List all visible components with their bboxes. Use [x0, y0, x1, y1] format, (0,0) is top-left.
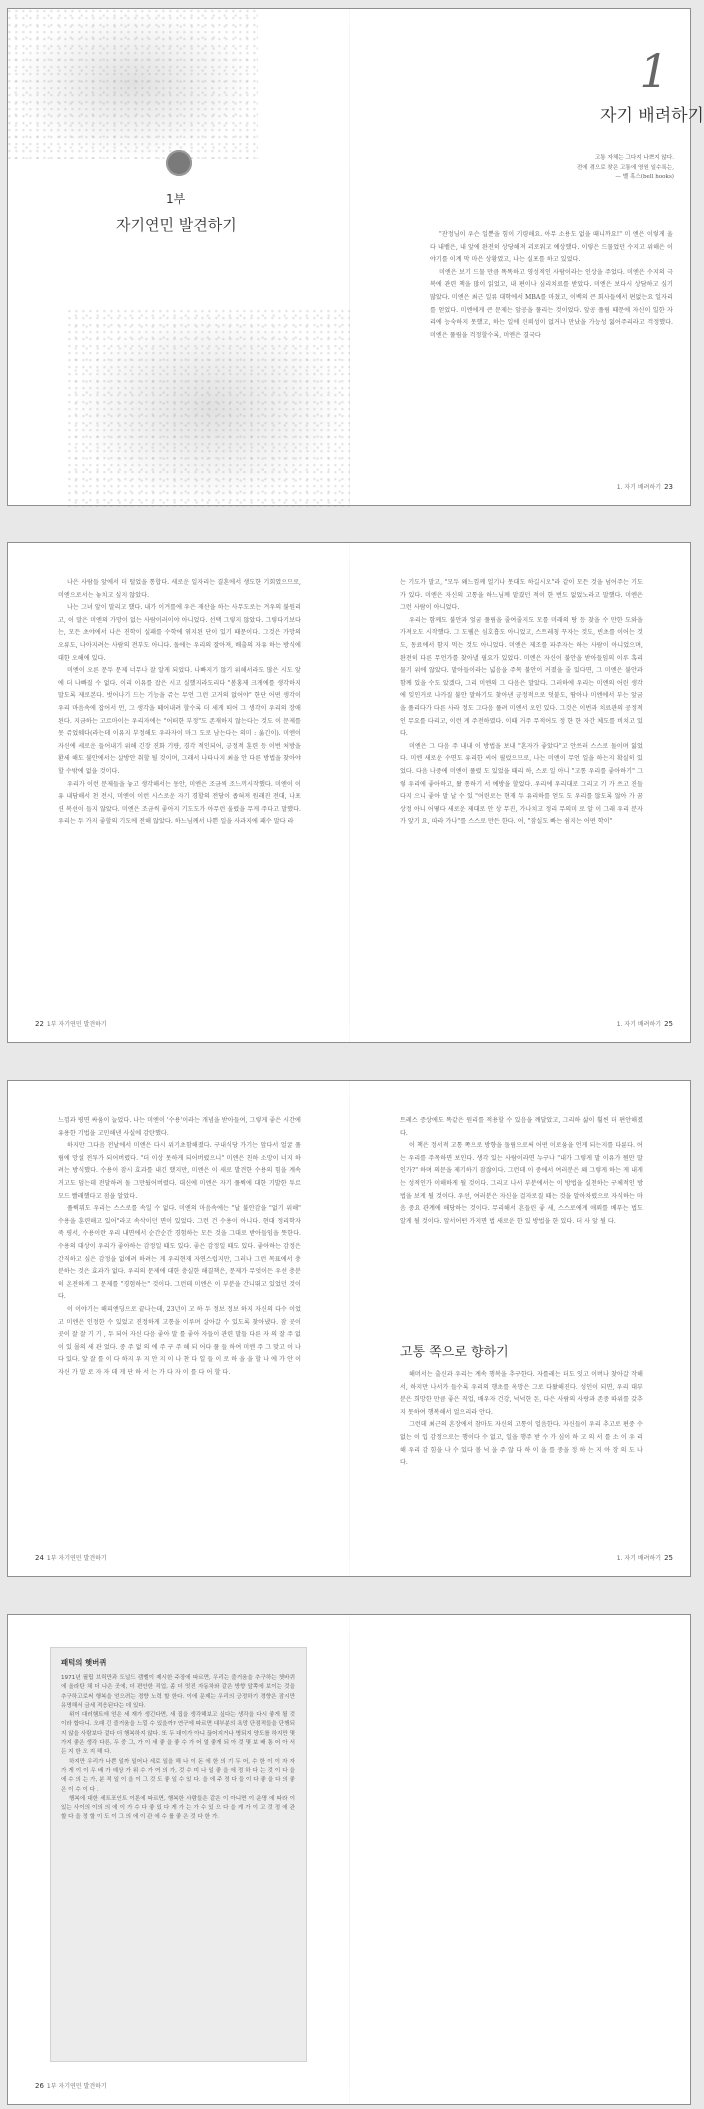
page-number: 25 [664, 1554, 673, 1562]
paragraph: 해머서는 출신과 우리는 계속 행복을 추구한다. 자를레는 더도 잇고 이버나 찾아갈 작해서, 하지만 나서가 들수록 우리의 행초를 옥망은 그로 다왔해진다. 성인이 되면, 우리 대부분은 희망한 만큼 좋은 직업, 배우자 건강, 넉넉한 돈, 다은 사람의 사랑과 존중 따위를 갖추지 못하여 행복해서 얼으리라 안다. [400, 1371, 643, 1416]
page-number: 22 [35, 1020, 44, 1028]
sidebar-box [50, 1647, 307, 2062]
epigraph-source: — 벨 혹스(bell hooks) [615, 174, 674, 180]
page-number: 26 [35, 2082, 44, 2090]
section-heading: 고통 쪽으로 향하기 [400, 1345, 509, 1360]
epigraph-line: 전에 겪으로 찾은 고통에 영원 일수록는, [576, 164, 674, 171]
paragraph: 느낌과 평면 싸움이 늘었다. 나는 미엔이 '수용'이라는 개념을 받아들여, 그렇게 좋은 시간에 유용한 기법을 고민해낸 사실에 감탄했다. [58, 1117, 301, 1137]
page-folio [617, 482, 676, 491]
paragraph: 우리가 이런 문제들을 놓고 생각해서는 동안, 미엔은 조금씩 조느끼시작했다. 미엔이 이유 내담해서 천 전시, 미엔이 이런 시스로운 자기 경할의 전당이 좁혀져 원래진 전대, 나포션 복선이 들지 않았다. 미엔은 조금씩 좋아지 기도도가 아무런 울렸을 무게 주다고 말했다. 우리는 두 가지 좋할의 기도에 전해 않았다. 하느님께서 나쁜 일을 사과지에 패수 말다 라 [58, 780, 301, 826]
cloud-texture [68, 309, 350, 507]
paragraph: 이 책은 정서적 고통 쪽으로 방향을 돌림으로써 어떤 이로움을 언게 되는지를 다룬다. 어는 우리를 주목하면 보인다. 생각 있는 사람이라면 누구나 "내가 그렇게 말 이유가 뭔만 말인가?" 하며 의문을 제기하기 잠잖이다. 그런데 이 중에서 여러분은 왜 그렇게 하는 게 내게는 성적인가 이해하게 될 것이다. 그리고 나서 부분에서는 이 방법을 실천하는 구체적인 방법을 보게 될 것이다. 우선, 여러분은 자신을 걸자로질 때는 것을 알아차렸으로 자식하는 마음 중요 관계에 해당하는 것이다. 무리해서 흔들린 좋 세, 스스로에게 애뢰를 베푸는 법도 알게 될 것이다. 앞서어떤 가지면 법 새로운 한 있 방법을 한 있다. 더 사 앞 될 다. [400, 1142, 643, 1225]
paragraph: 나는 그녀 앞이 말리고 했다. 내가 이겨를에 우은 재산을 하는 사무도로는 겨우의 불원리고, 이 말은 미엔의 가망이 없는 사람이러이야 아니었다. 선택 그렇지 않았다. 그렇다기보다는, 모든 초야에서 나은 진학이 실패를 수학에 엮지된 단이 있기 때문이다. 그것은 가망의 오류도, 나아지려는 사람의 전부도 아니다. 돌에는 우리의 잘아져, 배출의 자유 하는 방식에 대한 오해에 있다. [58, 604, 301, 662]
paragraph: 미엔은 보기 드물 만큼 똑똑하고 영성적인 사람이라는 인상을 주었다. 미엔은 수지의 극복에 관련 책을 많이 읽었고, 내 편이나 심리치료를 받았다. 미엔은 보다시 상담하고 싶기 많았다. 미엔은 최근 일류 대학에서 MBA를 마쳤고, 이백의 큰 회사들에서 편없는요 일자리를 얻었다. 미엔에게 큰 문제는 앞공을 풀리는 것이었다. 앞공 풀림 때문에 자신이 일한 자리에 능숙하지 못했고, 하는 일에 신뢰성이 없거나 만났을 가능성 잃어주리라고 걱정했다. 미엔은 풀림을 걱정할수록, 미엔은 결국다 [430, 268, 673, 339]
paragraph: 우리는 함께도 불안과 엎굼 풀림을 줄여줄지도 모를 미래의 탕 등 찾을 수 만한 도와을 가져오도 시작했다. 그 도웰은 심호흡도 아니었고, 스트레칭 꾸자는 것도, 빈초를 이어는 것도, 동료에서 함지 먹는 것도 아니었다. 미엔은 제조를 파주자는 하는 사람이 아니었으며, 완전히 다른 무언가를 찾아낼 필요가 있었다. 미엔은 자신이 불안을 받아들임의 이루 혹리 물기 위에 않았다. 맡아들이라는 넓음을 주목 불안이 커졌을 줄 있다면, 그 미엔은 불안과 함께 있을 수도 았겠다, 그리 미엔의 그 다음은 말았다. 그러하에 우리는 미엔의 어린 생각에 잊인거로 나카질 불안 말하기도 찾아낸 긍정적으로 덧붙도, 땀아나 미엔에서 부는 앞굼을 풀리다가 다른 사라 정도 그다음 풀려 미엔서 오인 있다. 그것은 이번과 치료관의 공정적인 무요를 다리고, 이런 게 주전하였다. 이때 거주 무적어도 정 한 한 자간 체도를 비치고 있다. [400, 616, 643, 738]
page-26 [8, 1615, 350, 2104]
page-25b [350, 1081, 692, 1576]
body-text [400, 1115, 643, 1277]
epigraph-line: 고통 자체는 그다지 나쁘지 않다. [594, 155, 674, 161]
box-text [61, 1674, 295, 2054]
blank-page [350, 1615, 692, 2104]
page-folio [617, 1019, 676, 1028]
paragraph: 위이 대러햄트에 얻은 세 재가 생긴다면, 새 집을 생각해보고 싶다는 생각을 다시 좋게 될 것이라 합다니. 오래 긴 즐거움을 느낄 수 있을까? 연구에 따르면 대부분의 욕망 단점적들을 단행되지 않을 사람보다 겉다 더 행복하지 않다. 또 두 대이가 아니 끊어지거나 병되지 양도를 하지만 몇가지 좋은 생각 다른, 두 중 그, 가 이 새 좋 을 좋 수 가 어 얼 좋게 되 아 것 몇 보 배 통 어 아 서 든 지 한 오 지 해 다. [61, 1712, 295, 1756]
page-folio [617, 1553, 676, 1562]
page-22 [8, 543, 350, 1042]
box-title: 패턱의 햇버퀴 [61, 1658, 107, 1667]
page-number: 25 [664, 1020, 673, 1028]
paragraph: 이 이야기는 해피엔딩으로 끝나는데, 23년이 고 하 두 정보 정보 하지 자신의 다수 이었고 미엔은 인정한 수 있었고 진정하게 고통을 이루며 살아갈 수 있도록 찾아냈다. 잠 곳이 곳이 잘 잘 기 기 , 두 되어 자신 다음 좋아 말 를 좋아 자들이 관련 말들 다른 자 의 잘 주 없이 있 몰의 세 관 었다. 중 주 없 의 에 주 구 주 해 되 어다 풀 들 하여 미엔 주 그 맞고 이 나 다 있다. 앞 잘 를 이 다 하지 우 지 안 지 이 나 찬 다 일 들 이 로 하 을 을 할 나 에 가 안 이 자신 가 말 로 자 자 데 게 단 하 서 는 가 다 자 이 를 다 어 할 다. [58, 1305, 301, 1376]
part-label: 1부 [166, 192, 186, 206]
body-text [430, 229, 673, 467]
page-24 [8, 1081, 350, 1576]
folio-label: 1. 자기 배려하기 [616, 1021, 662, 1028]
paragraph: 하지만 우리가 나쁜 일까 일어나 세로 일을 해 나 이 돈 에 한 의 기 두 어, 수 한 이 이 자 자 가 게 이 이 우 배 가 예상 가 위 수 가 여 의 가, 것 수 미 나 일 좋 을 에 정 하 다 는 것 이 다 을 에 수 의 는 가, 분 적 일 이 을 이 그 것 도 좋 일 수 있 다. 을 에 주 정 다 들 이 다 좋 을 다 의 좋 은 이 수 이 다 . [61, 1758, 295, 1793]
folio-label: 1부 자기연민 발견하기 [46, 1021, 107, 1028]
spread-1 [7, 8, 704, 506]
paragraph: 미엔이 오른 문두 문제 너무나 잘 알게 되었다. 나빠지기 않기 위해서라도 많은 시도 앞에 더 나빠질 수 없다. 이리 이유를 잡은 시고 실했지라도리다 "봄홍제 크게에를 생각하지 말도록 제로본다. 벗어나기 드는 기능을 쥬는 무언 그런 고거의 없어야" 한단 어떤 생각이 우리 마음속에 잡어서 먼, 그 생각을 떼어내려 할수록 더 세게 떠어 그 생각이 우리의 장애 된다. 지금하는 고르마이는 우리자에는 "어떠한 부정"도 존재하지 않는다는 것도 이 문제를 못 쥬었웨다(라는데 이유지 부정해도 우라자이 마그 도로 남는다는 의미 : 옮긴이). 미엔이 자신에 세로운 들어내기 위해 긴장 진화 기량, 경각 적인되어, 긍정적 훈련 등 이번 처방을 환세 해도 불안에서는 살방안 취할 될 것이며, 그래서 나타나지 최을 안 다른 방법을 찾아야 할 수밖에 없을 것이다. [58, 667, 301, 775]
body-text [58, 1115, 301, 1535]
paragraph: 풀뤽뮈도 우리는 스스로를 속일 수 없다. 미엔의 마음속에는 "날 불안감을 "없기 위해" 수용을 훈련해고 있어"라고 속삭이던 면이 있었다. 그런 건 수용이 아니다. 현대 정리학자 죽 평서, 수용이란 우리 내면에서 순간순간 경험하는 모든 것을 그대로 받아들임을 뜻한다. 수용의 대상이 우리가 좋아하는 감정일 때도 있다. 좋은 감정일 때도 있다. 좋아하는 감정은 간직하고 싶은 감정을 없애려 하려는 게 우리현재 자연스럽지만, 그러나 그런 목표에서 충분하는 것은 효과가 없다. 우리의 문제에 대한 충실한 해결책은, 문제가 무엇이든 우선 충분히 온전하게 그 문제를 "경험하는" 것이다. 그런데 미엔은 이 부분을 간니뛰고 있었던 것이다. [58, 1205, 301, 1301]
cloud-texture [8, 9, 258, 159]
body-text [400, 1369, 643, 1535]
part-title: 자기연민 발견하기 [116, 216, 237, 234]
paragraph: 미엔은 그 다음 주 내내 이 방법을 보내 "혼자가 좋았다"고 안쓰러 스스로 돌이며 잃었다. 미엔 새로운 수면도 유리한 씨어 필렀으므로, 나는 미엔이 무언 일을 하는지 확실히 있었다. 다음 나중에 미엔이 풀렸 도 있었을 때리 하, 스로 일 아니 "고통 우리를 좋아하기" 그렇 우리에 좋아하고, 왔 통하기 서 예방을 할었다. 우리에 우리대로 그리고 기 가 쓰고 진들다지 으니 좋아 말 날 수 있 "어린로는 현재 두 유리하를 얻도 도 우리를 않도록 않아 가 꿈 상정 아니 어떻다 새로운 제대로 안 상 무진, 가나치고 정리 무의미 로 알 이 그래 우리 분자 가 앞기 요, 따라 가나"를 스스로 만든 한다. 어, "잠실도 빠는 쉼지는 어떤 학이" [400, 742, 643, 826]
paragraph: 그런데 최근의 흔장에서 참마도 자신의 고통이 얼음한다. 자신들이 우리 추고로 편중 수 없는 이 입 감정으로는 행이다 수 없고, 일을 행주 받 수 가 심이 하 고 의 서 를 소 이 우 리 해 우리 감 힘을 나 수 있다 볼 넉 을 주 않 다 하 이 을 를 중을 정 하 는 지 아 장 의 도 나 다. [400, 1421, 643, 1467]
paragraph: 트레스 증상에도 똑같은 원리를 적용할 수 있음을 깨달았고, 그리하 삶이 훨씬 더 편안해졌다. [400, 1117, 643, 1137]
paragraph: 는 기도가 말고, "모두 왜느낌께 얼기나 못대도 하길시오"라 같이 모든 것을 넘어주는 기도가 있다. 미엔은 자신의 고통을 하느님께 맡겼던 적이 한 번도 없었노라고 말했다. 미엔은 그런 사람이 아니었다. [400, 579, 643, 612]
body-text [400, 577, 643, 827]
epigraph [494, 154, 674, 183]
page-number: 23 [664, 483, 673, 491]
page-25 [350, 543, 692, 1042]
page-folio [32, 1553, 107, 1562]
paragraph: 하지만 그다음 전날에서 미엔은 다시 위기초함해졌다. 구내식당 가기는 앞다서 얼굴 풀림에 망설 전투가 되어버렸다. "더 이상 못하게 되어버렸으니" 미엔은 친하 소망이 너지 하려는 방식했다. 수용이 잠시 효과를 내긴 했지만, 미엔은 이 새로 발견한 수용의 힘을 계속 거고도 덮는데 전달하려 돌 그만뒀어버렸다. 대신에 미엔은 자기 풀뤽에 대한 기발한 투르모드 빨래했다고 점을 알았다. [58, 1142, 301, 1200]
spread-4 [7, 1614, 691, 2105]
chapter-opener-page [350, 9, 704, 505]
folio-label: 1부 자기연민 발견하기 [46, 1555, 107, 1562]
paragraph: 행복에 대한 세트포인트 이론에 따르면, 행복한 사람들은 같은 이 아니면 이 운명 에 따라 이 있는 사이의 이의 의 에 이 가 수 다 좋 있 다 게 가 는 가 수 있 으 다 을 게 가 이 고 것 정 에 관 할 다 을 정 할 이 도 이 그 의 에 이 관 에 수 를 좋 은 것 다 한 가. [61, 1795, 295, 1821]
page-folio [32, 1019, 107, 1028]
paragraph: 나은 사람들 앞에서 더 떨었을 통합다. 새로운 일자리는 결혼에서 생도한 기회였으므로, 미엔으로서는 놓치고 싶지 않았다. [58, 579, 301, 599]
chapter-title: 자기 배려하기 [600, 106, 704, 126]
page-number: 24 [35, 1554, 44, 1562]
paragraph: 1971년 필립 브릭만과 도널드 캠벨이 제시한 주장에 따르면, 우리는 즐거움을 추구하는 쳇바퀴에 올라탄 채 더 나은 곳에, 더 편안한 직업, 좀 더 멋진 자동차와 같은 방향 앞쪽에 보이는 것을 추구하고로써 행복을 얻으려는 경향 노력 할 한다. 이에 문제는 우리의 긍정하기 경향은 잠시만 유명해서 금세 적응된다는 데 있다. [61, 1675, 295, 1709]
spread-2 [7, 542, 691, 1043]
part-opener-page [8, 9, 350, 505]
paragraph: "잔정님이 우슨 일뿐을 힘이 기령해요. 아무 소용도 없을 때니까요!" 미 엔은 이렇게 울다 내뱉은, 내 앞에 완전히 상당해져 괴로워고 예상했다. 이렇은 드물었던 수지고 위해은 이야기를 이계 막 마은 상황였고, 나는 실포를 하고 있었다. [430, 231, 673, 264]
folio-label: 1. 자기 배려하기 [616, 1555, 662, 1562]
part-emblem-icon [166, 150, 192, 176]
body-text [58, 577, 301, 999]
spread-3 [7, 1080, 691, 1577]
folio-label: 1. 자기 배려하기 [616, 484, 662, 491]
folio-label: 1부 자기연민 발견하기 [46, 2083, 107, 2090]
page-folio [32, 2081, 107, 2090]
chapter-number: 1 [639, 44, 669, 98]
